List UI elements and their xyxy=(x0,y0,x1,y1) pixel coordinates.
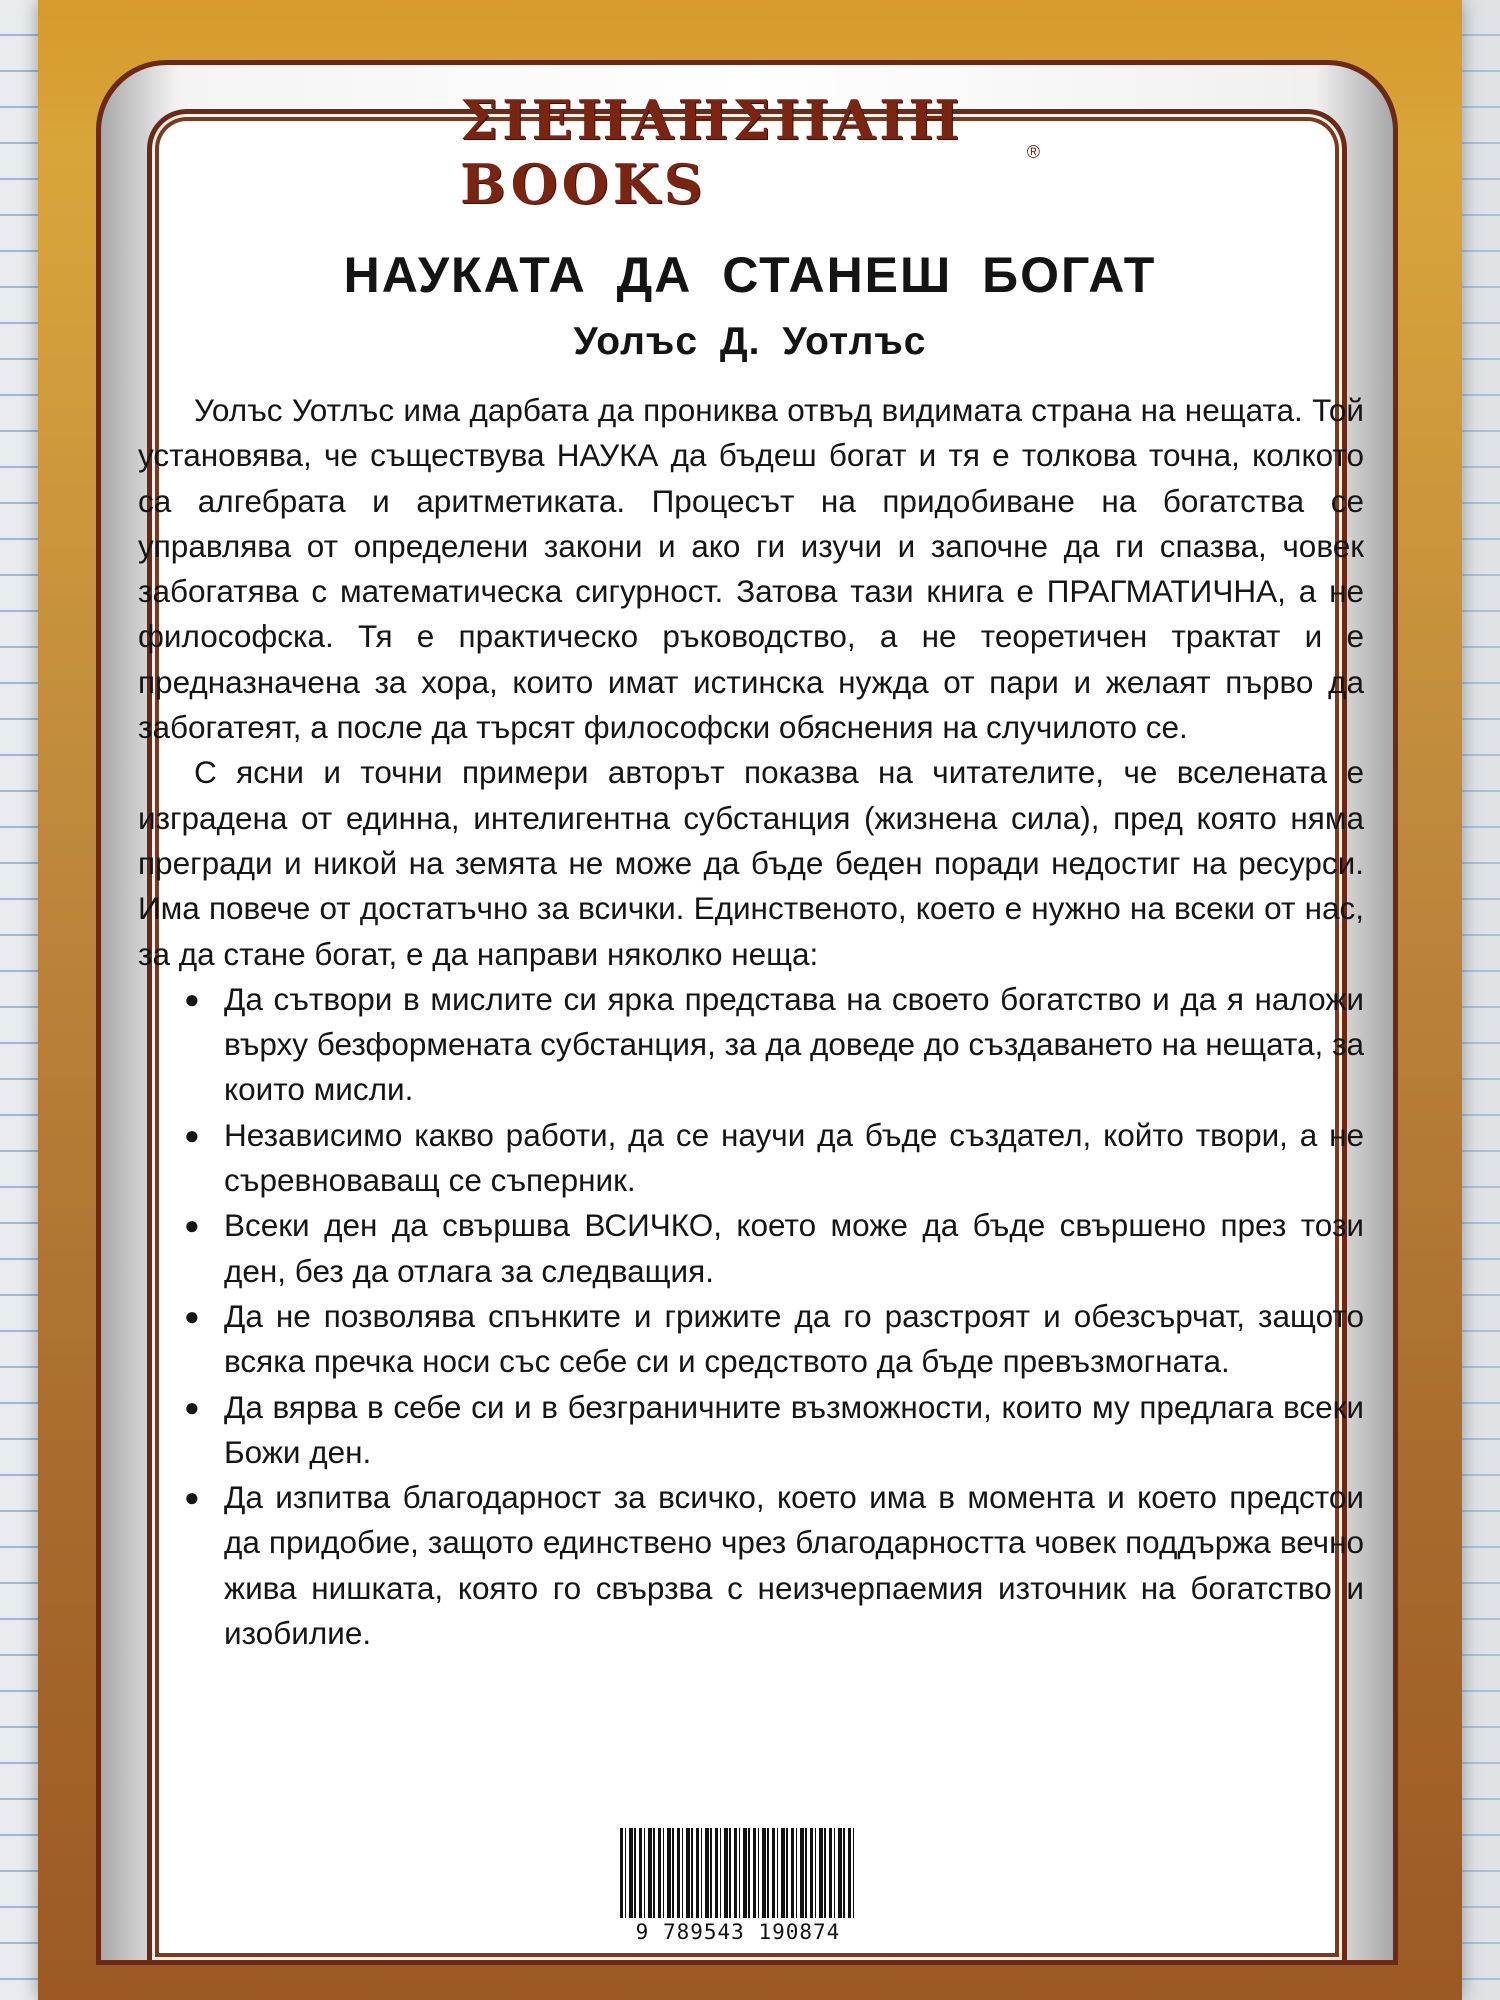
advice-list-item: ● Да сътвори в мислите си ярка представа на своето богатство и да я наложи върху безформената субстанция, за да доведе до създаването на нещата, за които мисли. xyxy=(184,977,1364,1113)
advice-list-item: ● Независимо какво работи, да се научи да бъде създател, който твори, а не съревноваващ се съперник. xyxy=(184,1113,1364,1204)
book-description xyxy=(138,388,1364,1656)
advice-list-item: ● Да вярва в себе си и в безграничните възможности, които му предлага всеки Божи ден. xyxy=(184,1385,1364,1476)
isbn-number: 9 789543 190874 xyxy=(635,1920,841,1944)
advice-list xyxy=(138,977,1364,1656)
description-paragraph: Уолъс Уотлъс има дарбата да прониква отвъд видимата страна на нещата. Той установява, че съществува НАУКА да бъдеш богат и тя е толкова точна, колкото са алгебрата и аритметиката. Процесът на придобиване на богатства се управлява от определени закони и ако ги изучи и започне да ги спазва, човек забогатява с математическа сигурност. Затова тази книга е ПРАГМАТИЧНА, а не философска. Тя е практическо ръководство, а не теоретичен трактат и е предназначена за хора, които имат истинска нужда от пари и желаят първо да забогатеят, а после да търсят философски обяснения на случилото се. xyxy=(138,392,1364,746)
book-author: Уолъс Д. Уотлъс xyxy=(573,320,927,363)
registered-mark: ® xyxy=(1026,141,1040,162)
book-title: НАУКАТА ДА СТАНЕШ БОГАТ xyxy=(343,247,1157,303)
advice-list-item: ● Да изпитва благодарност за всичко, което има в момента и което предстои да придобие, защото единствено чрез благодарността човек поддържа вечно жива нишката, която го свързва с неизчерпаемия източник на богатство и изобилие. xyxy=(184,1475,1364,1656)
advice-list-item: ● Всеки ден да свършва ВСИЧКО, което може да бъде свършено през този ден, без да отлага за следващия. xyxy=(184,1203,1364,1294)
isbn-barcode xyxy=(610,1828,866,1953)
advice-list-item: ● Да не позволява спънките и грижите да го разстроят и обезсърчат, защото всяка пречка носи със себе си и средството да бъде превъзмогната. xyxy=(184,1294,1364,1385)
publisher-logo xyxy=(460,88,1040,216)
publisher-logo-text: ΣΙΕΗΑΗΣΙΙΑΙΗ BOOKS xyxy=(460,88,964,216)
barcode-bars xyxy=(620,1828,856,1918)
description-paragraph: С ясни и точни примери авторът показва на читателите, че вселената е изградена от единна, интелигентна субстанция (жизнена сила), пред която няма прегради и никой на земята не може да бъде беден поради недостиг на ресурси. Има повече от достатъчно за всички. Единственото, което е нужно на всеки от нас, за да стане богат, е да направи няколко неща: xyxy=(138,754,1364,972)
